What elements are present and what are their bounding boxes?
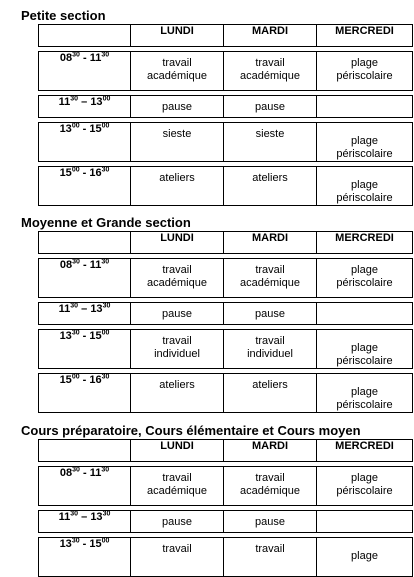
time-end-minutes: 30 (101, 258, 110, 266)
activity-cell: plage périscolaire (317, 330, 413, 369)
table-row (39, 167, 413, 206)
time-end-minutes: 00 (101, 329, 110, 337)
time-end: 13 (90, 96, 103, 108)
column-header: MERCREDI (317, 25, 413, 47)
time-end-minutes: 30 (102, 510, 111, 518)
time-start: 11 (58, 96, 71, 108)
column-header: MARDI (224, 440, 317, 462)
time-start: 11 (58, 303, 71, 315)
time-separator: – (78, 303, 91, 315)
time-slot (39, 511, 131, 533)
activity-cell (317, 303, 413, 325)
activity-cell: plage périscolaire (317, 167, 413, 206)
time-start-minutes: 00 (71, 122, 80, 130)
time-start-minutes: 00 (71, 373, 80, 381)
activity-cell: plage périscolaire (317, 374, 413, 413)
activity-cell: pause (224, 96, 317, 118)
table-row (39, 123, 413, 162)
time-start: 08 (59, 259, 73, 271)
time-end: 11 (89, 259, 102, 271)
time-separator: - (79, 330, 90, 342)
time-slot (39, 374, 131, 413)
activity-cell: pause (224, 303, 317, 325)
time-separator: - (79, 538, 90, 550)
time-end-minutes: 00 (101, 122, 110, 130)
activity-cell: pause (131, 96, 224, 118)
column-header: LUNDI (131, 440, 224, 462)
time-separator: - (79, 52, 90, 64)
time-end: 11 (89, 467, 102, 479)
activity-cell: sieste (131, 123, 224, 162)
activity-cell: plage périscolaire (317, 123, 413, 162)
time-end-minutes: 30 (101, 466, 110, 474)
time-end: 13 (90, 303, 103, 315)
table-row (39, 538, 413, 577)
activity-cell: pause (131, 303, 224, 325)
time-start-minutes: 30 (71, 537, 80, 545)
time-start-minutes: 30 (70, 510, 79, 518)
time-end: 15 (89, 538, 102, 550)
activity-cell: plage (317, 538, 413, 577)
time-slot (39, 303, 131, 325)
time-slot (39, 96, 131, 118)
table-row (39, 303, 413, 325)
time-end-minutes: 00 (101, 537, 110, 545)
time-start-minutes: 30 (71, 329, 80, 337)
activity-cell: plage périscolaire (317, 52, 413, 91)
activity-cell: ateliers (224, 167, 317, 206)
time-slot (39, 52, 131, 91)
time-end-minutes: 30 (101, 373, 110, 381)
schedule-table (38, 231, 413, 413)
column-header: MARDI (224, 25, 317, 47)
table-row (39, 511, 413, 533)
time-end-minutes: 30 (101, 166, 110, 174)
time-end: 16 (89, 167, 102, 179)
time-end: 13 (90, 511, 103, 523)
time-end: 15 (89, 123, 102, 135)
activity-cell: travail académique (224, 52, 317, 91)
time-slot (39, 467, 131, 506)
time-slot (39, 330, 131, 369)
activity-cell: travail académique (131, 467, 224, 506)
time-separator: – (78, 511, 91, 523)
time-separator: - (79, 467, 90, 479)
header-blank-cell (39, 440, 131, 462)
time-start-minutes: 30 (72, 466, 80, 474)
column-header: MARDI (224, 232, 317, 254)
column-header: LUNDI (131, 232, 224, 254)
time-start-minutes: 30 (70, 95, 79, 103)
section-title: Moyenne et Grande section (21, 215, 191, 230)
time-start: 15 (59, 167, 72, 179)
activity-cell: ateliers (224, 374, 317, 413)
time-start: 08 (59, 467, 73, 479)
time-separator: – (78, 96, 91, 108)
time-end-minutes: 30 (102, 302, 111, 310)
time-start: 11 (58, 511, 71, 523)
table-row (39, 259, 413, 298)
table-row (39, 52, 413, 91)
activity-cell: travail individuel (224, 330, 317, 369)
activity-cell: travail académique (224, 259, 317, 298)
activity-cell: ateliers (131, 374, 224, 413)
activity-cell (317, 511, 413, 533)
schedule-table (38, 439, 413, 577)
activity-cell: pause (131, 511, 224, 533)
header-blank-cell (39, 232, 131, 254)
table-row (39, 374, 413, 413)
time-slot (39, 538, 131, 577)
activity-cell: travail académique (131, 259, 224, 298)
activity-cell: travail individuel (131, 330, 224, 369)
table-row (39, 96, 413, 118)
time-end-minutes: 00 (102, 95, 111, 103)
time-start-minutes: 00 (71, 166, 80, 174)
time-separator: - (79, 259, 90, 271)
schedule-table (38, 24, 413, 206)
time-start: 13 (59, 330, 72, 342)
table-row (39, 330, 413, 369)
time-start: 13 (59, 123, 72, 135)
activity-cell: sieste (224, 123, 317, 162)
column-header: MERCREDI (317, 232, 413, 254)
activity-cell: ateliers (131, 167, 224, 206)
time-start-minutes: 30 (70, 302, 79, 310)
activity-cell: plage périscolaire (317, 259, 413, 298)
time-slot (39, 259, 131, 298)
time-end: 11 (89, 52, 102, 64)
time-end: 16 (89, 374, 102, 386)
activity-cell: travail académique (131, 52, 224, 91)
column-header: MERCREDI (317, 440, 413, 462)
activity-cell: plage périscolaire (317, 467, 413, 506)
time-start: 15 (59, 374, 72, 386)
time-separator: - (79, 167, 90, 179)
header-blank-cell (39, 25, 131, 47)
time-separator: - (79, 123, 90, 135)
time-end: 15 (89, 330, 102, 342)
column-header: LUNDI (131, 25, 224, 47)
activity-cell: travail (131, 538, 224, 577)
time-slot (39, 167, 131, 206)
table-row (39, 467, 413, 506)
section-title: Cours préparatoire, Cours élémentaire et Cours moyen (21, 423, 361, 438)
activity-cell: travail académique (224, 467, 317, 506)
time-start-minutes: 30 (72, 258, 80, 266)
time-start: 13 (59, 538, 72, 550)
activity-cell (317, 96, 413, 118)
time-separator: - (79, 374, 90, 386)
activity-cell: pause (224, 511, 317, 533)
section-title: Petite section (21, 8, 106, 23)
time-start-minutes: 30 (72, 51, 80, 59)
time-end-minutes: 30 (101, 51, 110, 59)
activity-cell: travail (224, 538, 317, 577)
time-slot (39, 123, 131, 162)
time-start: 08 (59, 52, 73, 64)
